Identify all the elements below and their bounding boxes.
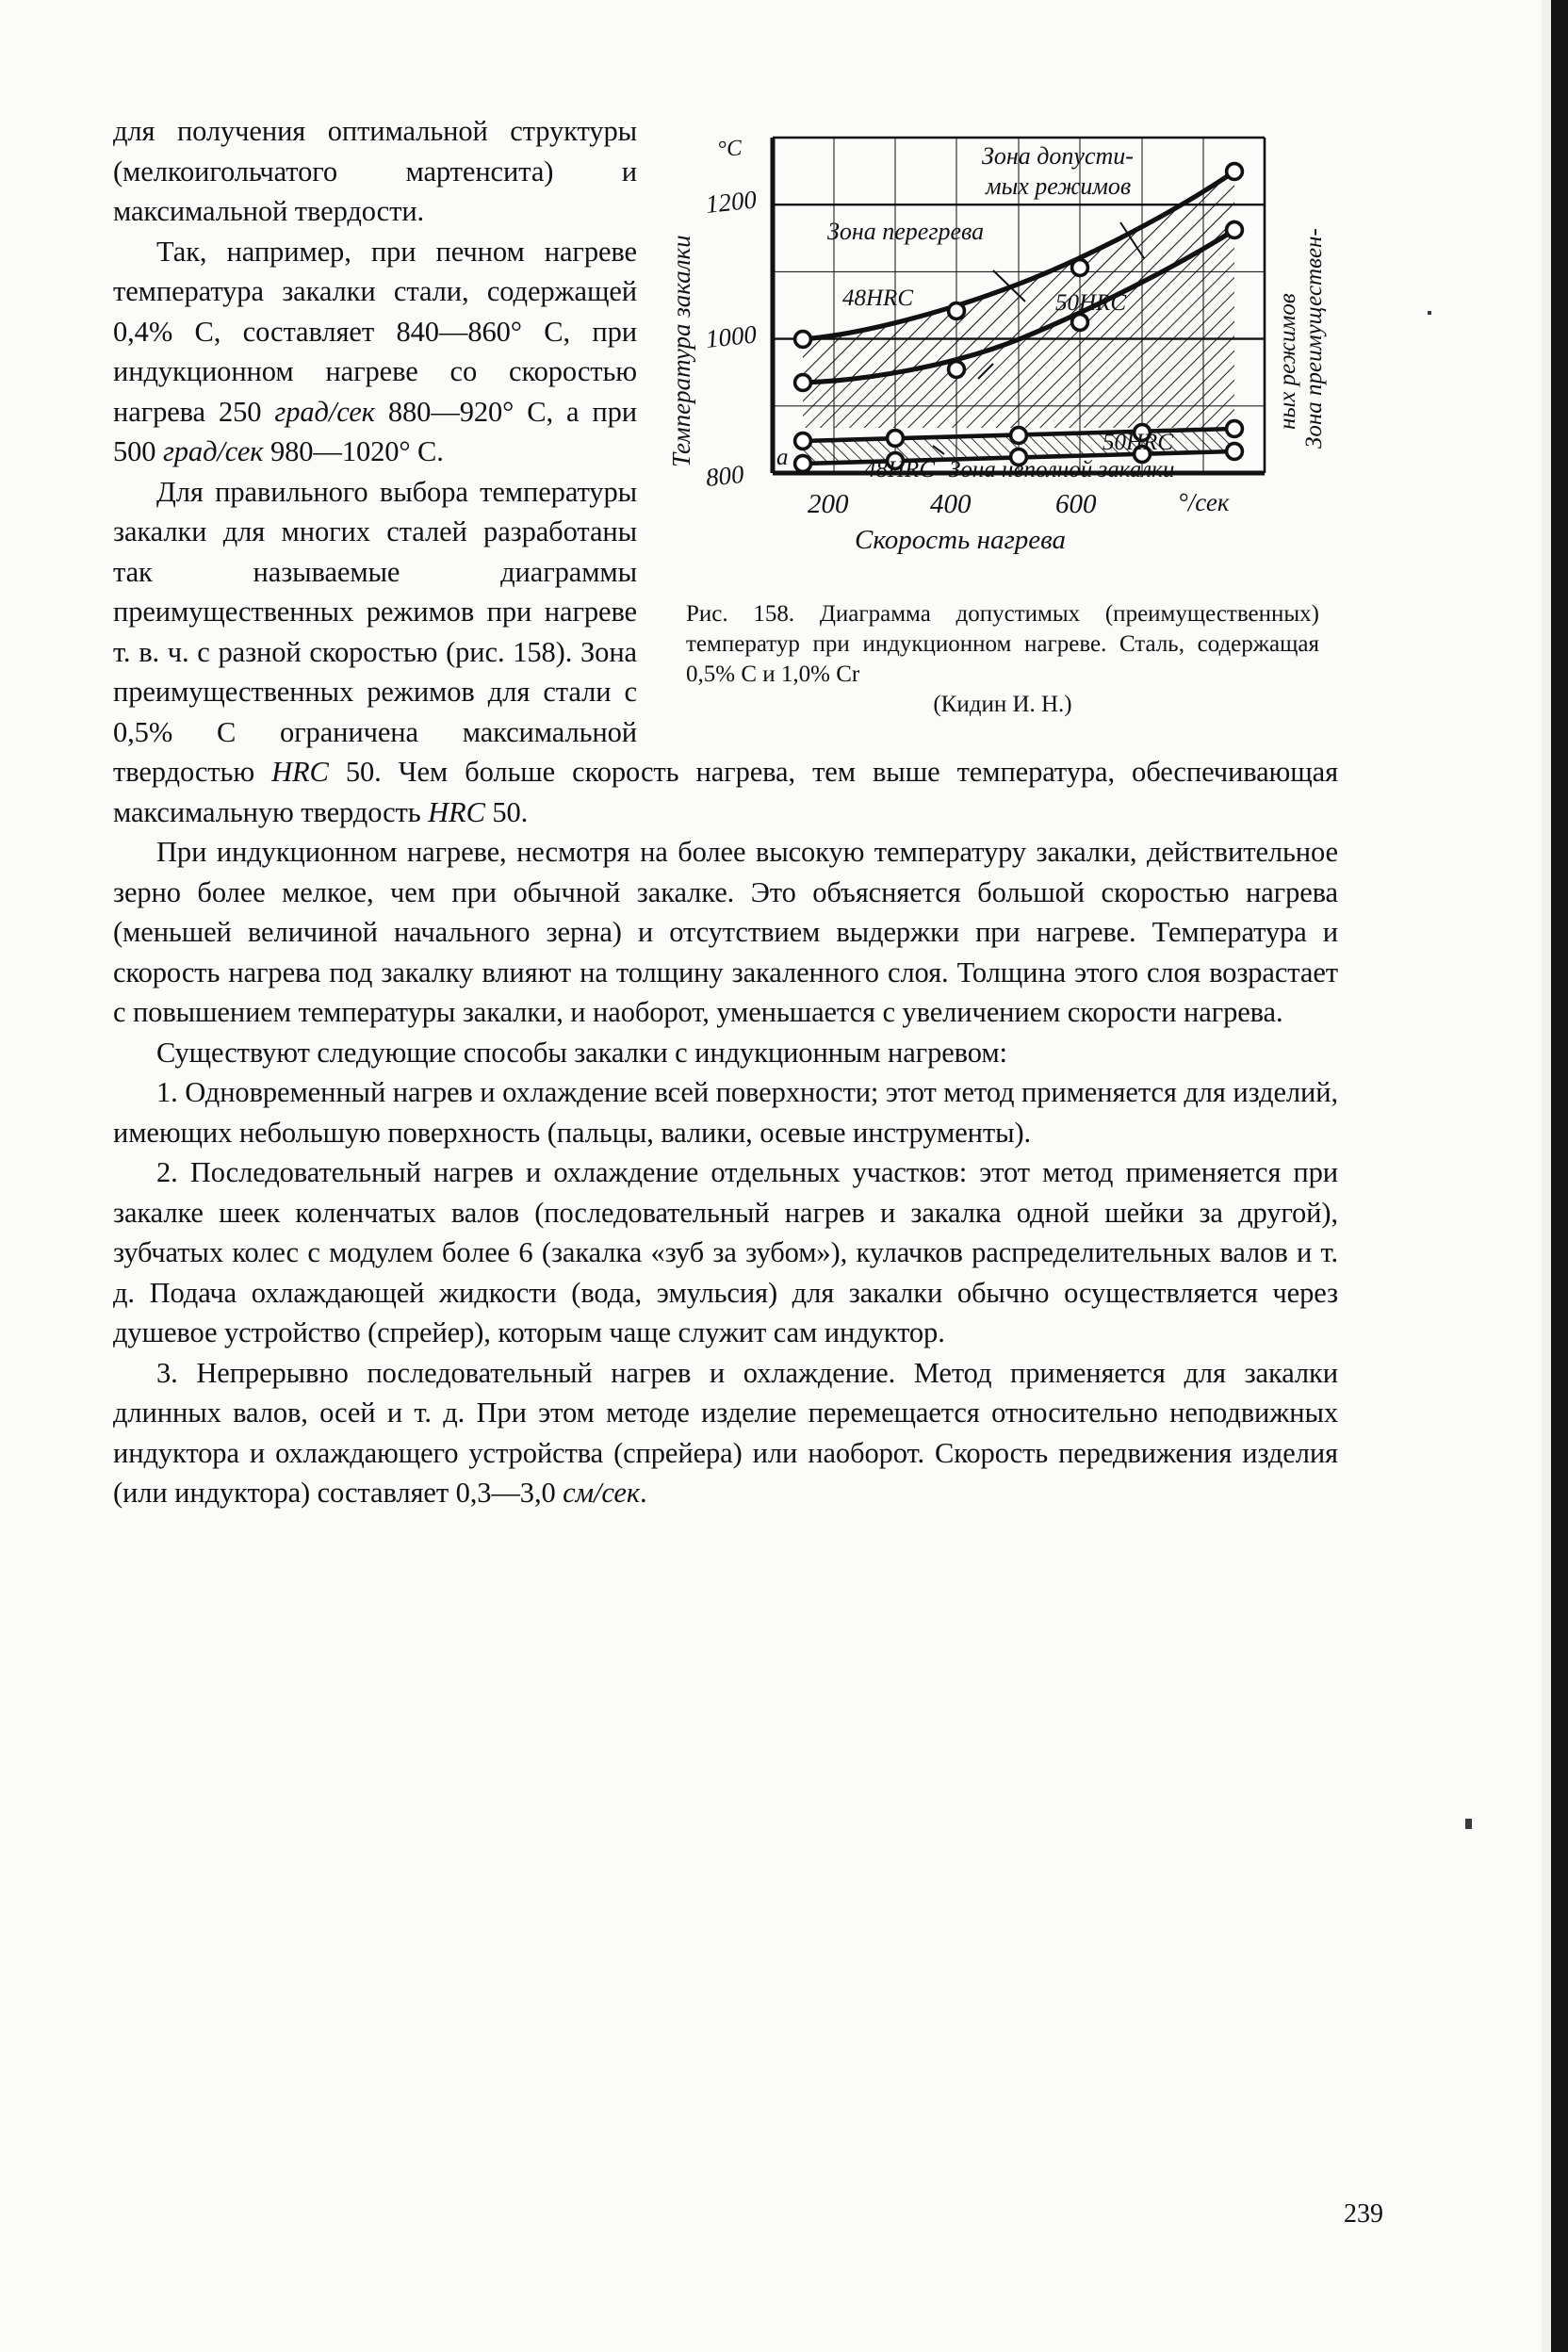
x-axis-title: Скорость нагрева: [855, 525, 1067, 555]
figure-caption: [662, 599, 1338, 720]
p8-part-2: см/сек: [563, 1477, 640, 1509]
paragraph-7: 2. Последовательный нагрев и охлаждение отдельных участков: этот метод применяется при закалке шеек коленчатых валов (последовательный нагрев и закалка одной шейки за другой), зубчатых колес с модулем более 6 (закалка «зуб за зубом»), кулачков распределительных валов и т. д. Подача охлаждающей жидкости (вода, эмульсия) для закалки обычно осуществляется через душевое устройство (спрейер), которым чаще служит сам индуктор.: [113, 1156, 1338, 1348]
figure-caption-line1: Рис. 158. Диаграмма допустимых (преимущественных) температур при индукционном нагреве. Сталь, содержащая 0,5% С и 1,0% Cr: [686, 601, 1319, 687]
y-unit-label: °C: [716, 136, 743, 162]
p2-part-5: 980—1020° С.: [263, 435, 444, 467]
p3-part-5: 50.: [484, 795, 529, 828]
diagram-svg: [662, 117, 1338, 588]
page-number: 239: [1344, 2199, 1383, 2229]
annotation-zone-preferred-right-line1: Зона преимуществен-: [1301, 228, 1327, 449]
p3-part-4: HRC: [428, 795, 485, 828]
annotation-zone-preferred-right-line2: ных режимов: [1275, 293, 1300, 430]
annotation-zone-overheat: Зона перегрева: [827, 218, 985, 245]
annotation-zone-allowed-line2: мых режимов: [986, 172, 1132, 200]
chart-container: [662, 117, 1338, 588]
p2-part-4: град/сек: [162, 435, 264, 467]
p2-part-2: град/сек: [274, 395, 375, 428]
annotation-hrc50-bottom: 50HRC: [1102, 430, 1173, 455]
paragraph-5: Существуют следующие способы закалки с индукционным нагревом:: [156, 1036, 1007, 1069]
annotation-zone-allowed-line1: Зона допусти-: [982, 142, 1134, 170]
paragraph-1: для получения оптимальной структуры (мелкоигольчатого мартенсита) и максимальной твердости.: [113, 115, 637, 227]
origin-point-label: a: [776, 445, 789, 470]
p3-part-3: 50. Чем больше скорость нагрева, тем выше температура, обеспечивающая максимальную твердость: [113, 756, 1338, 828]
y-tick-1200: 1200: [704, 185, 759, 219]
scan-edge-dark: [1551, 0, 1568, 2352]
x-unit-label: °/сек: [1178, 488, 1230, 516]
paragraph-6: 1. Одновременный нагрев и охлаждение всей поверхности; этот метод применяется для изделий, имеющих небольшую поверхность (пальцы, валики, осевые инструменты).: [113, 1076, 1338, 1149]
y-axis-title: Температура закалки: [667, 235, 695, 467]
annotation-hrc50-top: 50HRC: [1055, 290, 1126, 316]
p2-part-1: Так, например, при печном нагреве температура закалки стали, содержащей 0,4% С, составляет 840—860° С, при индукционном нагреве со скоростью нагрева 250: [113, 235, 637, 428]
x-tick-200: 200: [808, 489, 849, 519]
figure-caption-line2: (Кидин И. Н.): [933, 692, 1072, 717]
margin-speck-2: [1428, 311, 1431, 315]
paragraph-8: [113, 1353, 1338, 1513]
text-column: [113, 111, 1338, 1513]
x-tick-400: 400: [930, 489, 972, 519]
figure-158: [662, 117, 1338, 720]
paragraph-4: При индукционном нагреве, несмотря на более высокую температуру закалки, действительное зерно более мелкое, чем при обычной закалке. Это объясняется большой скоростью нагрева (меньшей величиной начального зерна) и отсутствием выдержки при нагреве. Температура и скорость нагрева под закалку влияют на толщину закаленного слоя. Толщина этого слоя возрастает с повышением температуры закалки, и наоборот, уменьшается с увеличением скорости нагрева.: [113, 836, 1338, 1028]
annotation-hrc48-bottom: 48HRC: [864, 457, 935, 482]
p8-part-3: .: [640, 1477, 647, 1509]
p3-part-2: HRC: [271, 756, 329, 788]
p8-part-1: 3. Непрерывно последовательный нагрев и охлаждение. Метод применяется для закалки длинных валов, осей и т. д. При этом методе изделие перемещается относительно неподвижных индуктора и охлаждающего устройства (спрейера) или наоборот. Скорость передвижения изделия (или индуктора) составляет 0,3—3,0: [113, 1356, 1338, 1509]
p2-part-3: 880—920° С, а при 500: [113, 395, 637, 467]
p3-part-1: Для правильного выбора температуры закалки для многих сталей разработаны так называемые диаграммы преимущественных режимов при нагреве т. в. ч. с разной скоростью (рис. 158). Зона преимущественных режимов для стали с 0,5% С ограничена максимальной твердостью: [113, 475, 637, 788]
annotation-hrc48-top: 48HRC: [842, 286, 913, 311]
y-tick-1000: 1000: [704, 319, 759, 353]
annotation-zone-incomplete: Зона неполной закалки: [949, 457, 1175, 482]
y-tick-800: 800: [704, 459, 745, 492]
x-tick-600: 600: [1055, 489, 1097, 519]
margin-speck-1: [1465, 1819, 1472, 1829]
scan-edge-light: [1542, 0, 1551, 2352]
